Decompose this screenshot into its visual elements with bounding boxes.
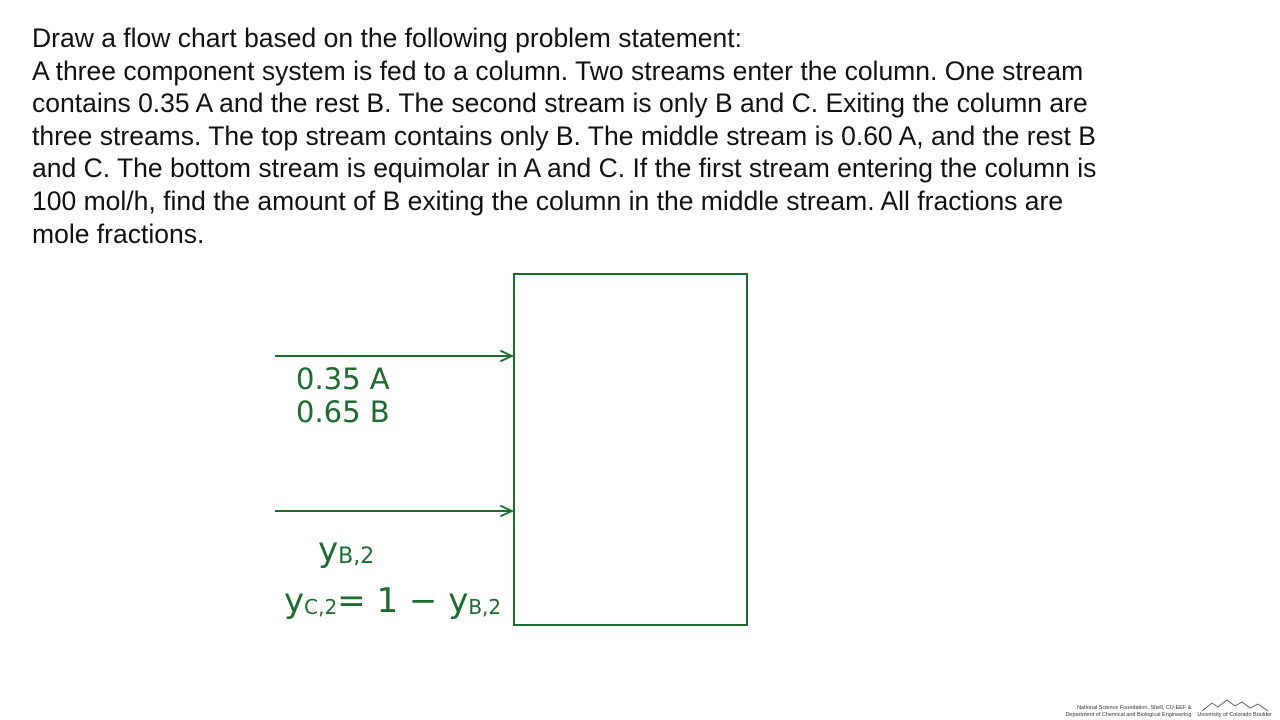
column-box xyxy=(514,274,747,625)
stream-1-fraction-b: 0.65 B xyxy=(296,395,390,429)
stream-1-fraction-a: 0.35 A xyxy=(296,362,390,396)
problem-line: A three component system is fed to a column. Two streams enter the column. One stream xyxy=(32,55,1084,86)
footer-credit: National Science Foundation, Shell, CU-EEF & Department of Chemical and Biological Engineering xyxy=(1065,705,1192,718)
problem-line: 100 mol/h, find the amount of B exiting the column in the middle stream. All fractions are xyxy=(32,185,1064,216)
stream-2-yc-equation: yC,2= 1 − yB,2 xyxy=(284,581,502,621)
problem-line: and C. The bottom stream is equimolar in A and C. If the first stream entering the column is xyxy=(32,153,1097,184)
stream-2-yb-label: yB,2 xyxy=(318,530,375,570)
problem-line: three streams. The top stream contains only B. The middle stream is 0.60 A, and the rest B xyxy=(32,120,1096,151)
footer xyxy=(1065,698,1272,719)
problem-line: contains 0.35 A and the rest B. The second stream is only B and C. Exiting the column are xyxy=(32,88,1088,119)
problem-heading: Draw a flow chart based on the following problem statement: xyxy=(32,23,742,53)
university-logo: University of Colorado Boulder xyxy=(1197,698,1272,719)
mountain-logo-icon xyxy=(1200,698,1270,712)
problem-line: mole fractions. xyxy=(32,218,205,249)
